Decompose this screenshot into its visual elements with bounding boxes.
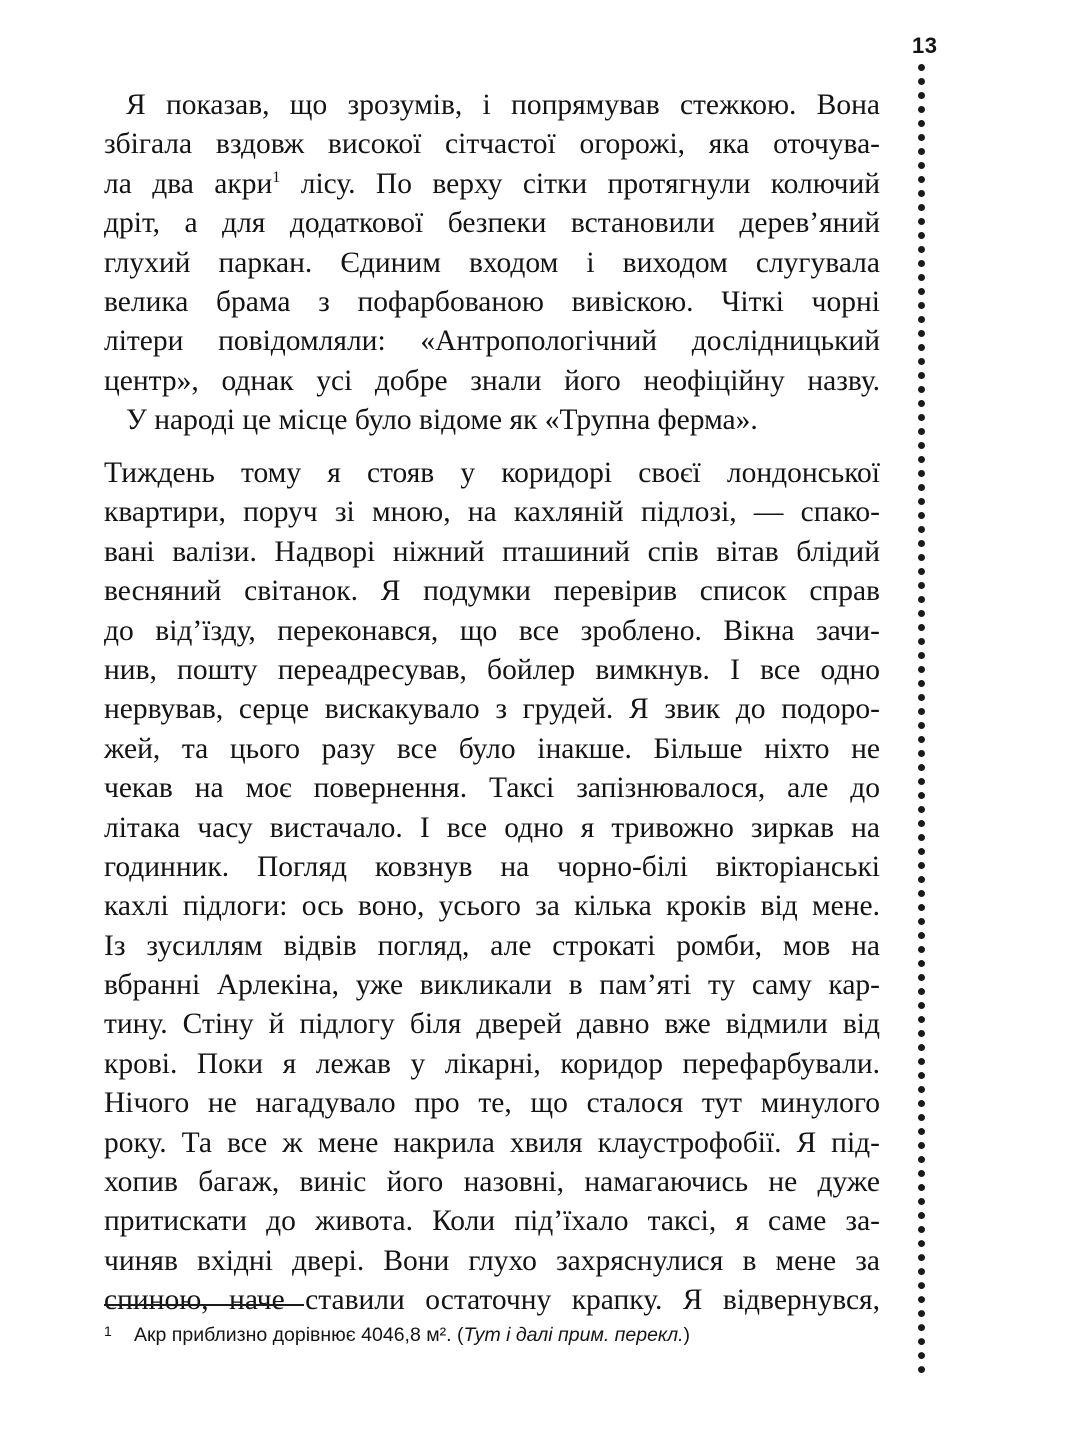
text-fragment: ла два акри	[104, 167, 273, 200]
text-line: до від’їзду, переконався, що все зроблено. Вікна зачи-	[104, 614, 880, 647]
text-line: Я показав, що зрозумів, і попрямував стежкою. Вона	[126, 89, 880, 121]
page-number: 13	[912, 33, 938, 58]
text-line: центр», однак усі добре знали його неофіційну назву.	[104, 364, 880, 397]
footnote-number: 1	[104, 1323, 112, 1339]
text-line: літери повідомляли: «Антропологічний дослідницький	[104, 325, 880, 358]
text-line: Нічого не нагадувало про те, що сталося тут минулого	[104, 1087, 880, 1120]
footnote-text: Акр приблизно дорівнює 4046,8 м². (	[134, 1324, 464, 1346]
text-line: чиняв вхідні двері. Вони глухо захряснулися в мене за	[104, 1244, 880, 1277]
text-line-with-footnote	[104, 165, 880, 204]
text-line: спиною, наче ставили остаточну крапку. Я відвернувся,	[104, 1284, 880, 1317]
text-line: збігала вздовж високої сітчастої огорожі, яка оточува-	[104, 128, 880, 161]
text-line: нервував, серце вискакувало з грудей. Я звик до подоро-	[104, 693, 880, 726]
text-line: велика брама з пофарбованою вивіскою. Чіткі чорні	[104, 285, 880, 318]
text-line: весняний світанок. Я подумки перевірив список справ	[104, 575, 880, 608]
text-line: Із зусиллям відвів погляд, але строкаті ромби, мов на	[104, 929, 880, 962]
text-fragment: лісу. По верху сітки протягнули колючий	[300, 167, 881, 200]
text-line: квартири, поруч зі мною, на кахляній підлозі, — спако-	[104, 496, 880, 529]
text-line: дріт, а для додаткової безпеки встановили дерев’яний	[104, 207, 880, 240]
dotted-margin-rule	[918, 64, 926, 1374]
text-line: вбранні Арлекіна, уже викликали в пам’яті ту саму кар-	[104, 969, 880, 1002]
paragraph-2: У народі це місце було відоме як «Трупна ферма».	[126, 404, 758, 437]
text-line: нив, пошту переадресував, бойлер вимкнув. І все одно	[104, 653, 880, 686]
paragraph-1	[104, 86, 880, 441]
text-line: кахлі підлоги: ось воно, усього за кілька кроків від мене.	[104, 890, 880, 923]
text-line: годинник. Погляд ковзнув на чорно-білі вікторіанські	[104, 850, 880, 883]
footnote-divider	[104, 1304, 304, 1306]
footnote	[104, 1322, 874, 1348]
text-line: глухий паркан. Єдиним входом і виходом слугувала	[104, 246, 880, 279]
footnote-reference[interactable]: 1	[272, 168, 281, 186]
text-line: крові. Поки я лежав у лікарні, коридор перефарбували.	[104, 1047, 880, 1080]
text-line: Тиждень тому я стояв у коридорі своєї лондонської	[104, 457, 880, 489]
text-line: року. Та все ж мене накрила хвиля клаустрофобії. Я під-	[104, 1126, 880, 1159]
text-line: хопив багаж, виніс його назовні, намагаючись не дуже	[104, 1166, 880, 1199]
paragraph-3	[104, 454, 880, 1321]
text-line: притискати до живота. Коли під’їхало таксі, я саме за-	[104, 1205, 880, 1238]
text-line: чекав на моє повернення. Таксі запізнювалося, але до	[104, 772, 880, 805]
text-line: літака часу вистачало. І все одно я тривожно зиркав на	[104, 811, 880, 844]
text-line: тину. Стіну й підлогу біля дверей давно вже відмили від	[104, 1008, 880, 1041]
footnote-closing: )	[683, 1324, 691, 1346]
footnote-translator-note: Тут і далі прим. перекл.	[463, 1324, 684, 1346]
text-line: жей, та цього разу все було інакше. Більше ніхто не	[104, 732, 880, 765]
text-line: вані валізи. Надворі ніжний пташиний спів вітав блідий	[104, 535, 880, 568]
